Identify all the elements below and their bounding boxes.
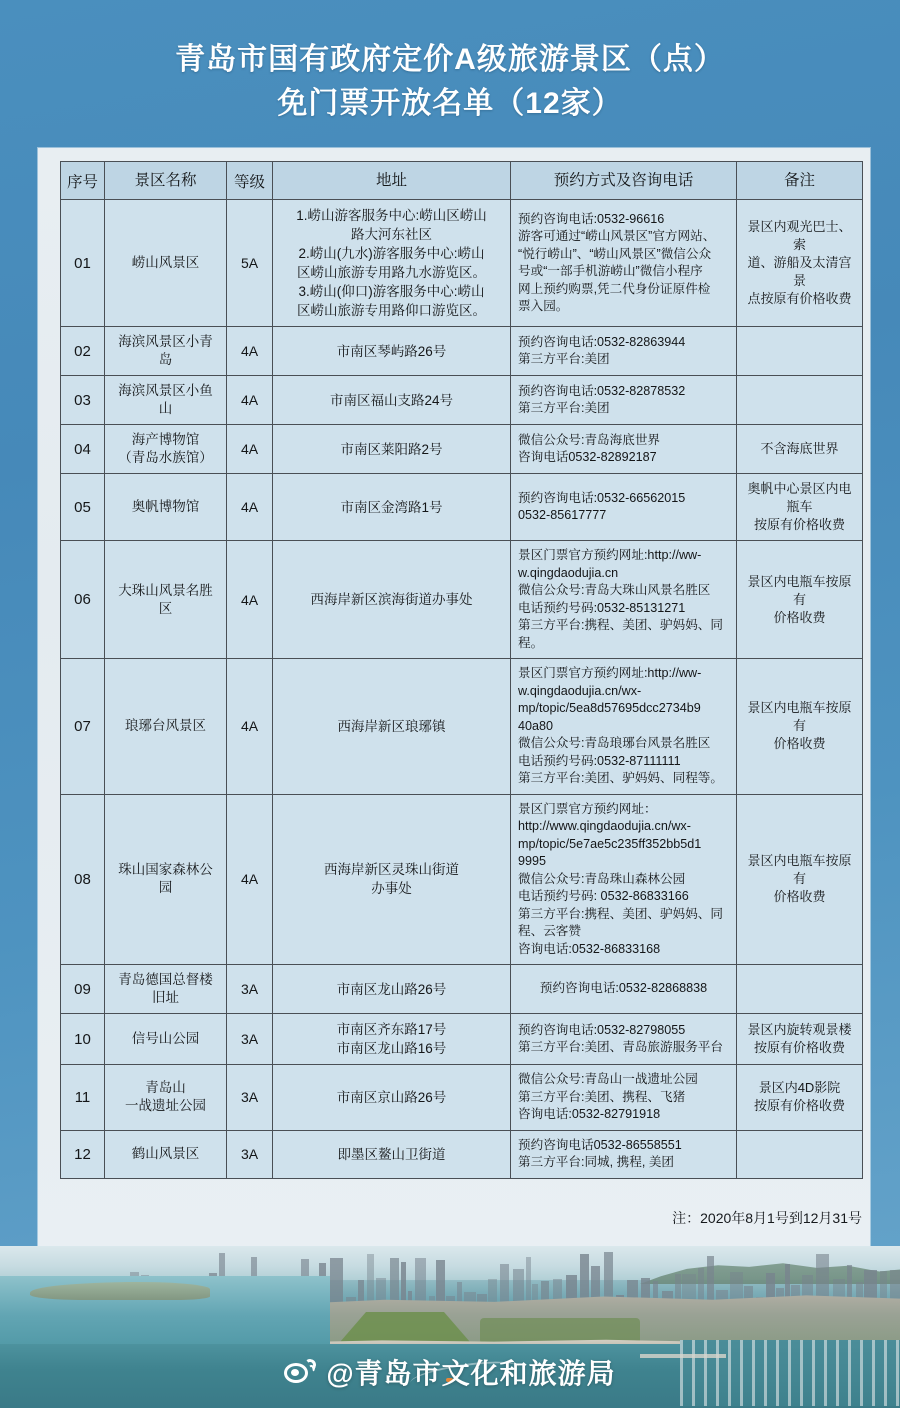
cell-level-02: 4A [227,327,273,376]
cell-name-11: 青岛山 一战遗址公园 [105,1065,227,1131]
cell-level-01: 5A [227,200,273,327]
cell-level-08: 4A [227,794,273,965]
title-line-1: 青岛市国有政府定价A级旅游景区（点） [175,43,725,76]
photo-headland [30,1282,210,1300]
cell-address-08: 西海岸新区灵珠山街道 办事处 [273,794,511,965]
cell-address-10: 市南区齐东路17号 市南区龙山路16号 [273,1014,511,1065]
cell-name-04: 海产博物馆 （青岛水族馆） [105,425,227,474]
table-row [61,659,863,795]
cell-level-04: 4A [227,425,273,474]
cell-name-05: 奥帆博物馆 [105,474,227,541]
table-body [61,200,863,1179]
watermark [0,1352,900,1392]
watermark-handle: @青岛市文化和旅游局 [326,1358,616,1389]
cell-note-08: 景区内电瓶车按原有 价格收费 [737,794,863,965]
cell-address-02: 市南区琴屿路26号 [273,327,511,376]
page-title [0,38,900,126]
cell-level-05: 4A [227,474,273,541]
cell-address-03: 市南区福山支路24号 [273,376,511,425]
cell-note-05: 奥帆中心景区内电瓶车 按原有价格收费 [737,474,863,541]
cell-booking-05: 预约咨询电话:0532-66562015 0532-85617777 [511,474,737,541]
cell-booking-09: 预约咨询电话:0532-82868838 [511,965,737,1014]
table-header [61,162,863,200]
cell-no-07: 07 [61,659,105,795]
cell-name-12: 鹤山风景区 [105,1130,227,1178]
cell-booking-08: 景区门票官方预约网址： http://www.qingdaodujia.cn/wx- mp/topic/5e7ae5c235ff352bb5d1 9995 微信公众号:青岛珠山森林公园 电话预约号码: 0532-86833166 第三方平台:携程、美团、驴妈妈、同 程、云客赞 咨询电话:0532-86833168 [511,794,737,965]
cell-level-10: 3A [227,1014,273,1065]
cell-no-03: 03 [61,376,105,425]
cell-no-12: 12 [61,1130,105,1178]
cell-booking-02: 预约咨询电话:0532-82863944 第三方平台:美团 [511,327,737,376]
cell-name-06: 大珠山风景名胜区 [105,541,227,659]
cell-booking-01: 预约咨询电话:0532-96616 游客可通过“崂山风景区”官方网站、 “悦行崂山”、“崂山风景区”微信公众 号或“一部手机游崂山”微信小程序 网上预约购票,凭二代身份证原件检 票入园。 [511,200,737,327]
table-row [61,1065,863,1131]
table-row [61,327,863,376]
cell-address-07: 西海岸新区琅琊镇 [273,659,511,795]
cell-address-04: 市南区莱阳路2号 [273,425,511,474]
cell-note-12 [737,1130,863,1178]
column-header-name: 景区名称 [105,162,227,200]
table-row [61,965,863,1014]
cell-note-07: 景区内电瓶车按原有 价格收费 [737,659,863,795]
scenic-areas-table [60,161,863,1179]
cell-level-09: 3A [227,965,273,1014]
cell-no-06: 06 [61,541,105,659]
cell-note-03 [737,376,863,425]
cell-no-05: 05 [61,474,105,541]
cell-address-11: 市南区京山路26号 [273,1065,511,1131]
cell-address-01: 1.崂山游客服务中心:崂山区崂山 路大河东社区 2.崂山(九水)游客服务中心:崂山 区崂山旅游专用路九水游览区。 3.崂山(仰口)游客服务中心:崂山 区崂山旅游专用路仰口游览区。 [273,200,511,327]
table-header-row [61,162,863,200]
cell-name-07: 琅琊台风景区 [105,659,227,795]
cell-note-09 [737,965,863,1014]
cell-no-11: 11 [61,1065,105,1131]
cell-no-10: 10 [61,1014,105,1065]
cell-address-12: 即墨区鳌山卫街道 [273,1130,511,1178]
column-header-note: 备注 [737,162,863,200]
table-row [61,794,863,965]
table-row [61,541,863,659]
cell-booking-10: 预约咨询电话:0532-82798055 第三方平台:美团、青岛旅游服务平台 [511,1014,737,1065]
title-line-2: 免门票开放名单（12家） [277,87,623,120]
cell-no-08: 08 [61,794,105,965]
cell-note-01: 景区内观光巴士、索 道、游船及太清宫景 点按原有价格收费 [737,200,863,327]
cell-note-02 [737,327,863,376]
cell-no-09: 09 [61,965,105,1014]
cell-address-09: 市南区龙山路26号 [273,965,511,1014]
cell-level-03: 4A [227,376,273,425]
cell-level-07: 4A [227,659,273,795]
cell-booking-12: 预约咨询电话0532-86558551 第三方平台:同城, 携程, 美团 [511,1130,737,1178]
column-header-booking: 预约方式及咨询电话 [511,162,737,200]
cell-address-05: 市南区金湾路1号 [273,474,511,541]
column-header-address: 地址 [273,162,511,200]
cell-no-02: 02 [61,327,105,376]
cell-no-01: 01 [61,200,105,327]
weibo-icon [284,1357,318,1387]
cell-no-04: 04 [61,425,105,474]
table-row [61,474,863,541]
cell-level-06: 4A [227,541,273,659]
cell-level-12: 3A [227,1130,273,1178]
cell-note-11: 景区内4D影院 按原有价格收费 [737,1065,863,1131]
cell-name-03: 海滨风景区小鱼山 [105,376,227,425]
cell-name-10: 信号山公园 [105,1014,227,1065]
table-row [61,1130,863,1178]
cell-name-09: 青岛德国总督楼旧址 [105,965,227,1014]
cell-note-10: 景区内旋转观景楼 按原有价格收费 [737,1014,863,1065]
cell-address-06: 西海岸新区滨海街道办事处 [273,541,511,659]
column-header-no: 序号 [61,162,105,200]
cell-name-08: 珠山国家森林公园 [105,794,227,965]
column-header-level: 等级 [227,162,273,200]
cell-name-02: 海滨风景区小青岛 [105,327,227,376]
cell-booking-04: 微信公众号:青岛海底世界 咨询电话0532-82892187 [511,425,737,474]
cell-level-11: 3A [227,1065,273,1131]
cell-booking-03: 预约咨询电话:0532-82878532 第三方平台:美团 [511,376,737,425]
validity-note: 注：2020年8月1号到12月31号 [672,1210,862,1226]
table-row [61,376,863,425]
cell-booking-11: 微信公众号:青岛山一战遗址公园 第三方平台:美团、携程、飞猪 咨询电话:0532-82791918 [511,1065,737,1131]
table-row [61,200,863,327]
table-row [61,425,863,474]
cell-booking-07: 景区门票官方预约网址:http://ww- w.qingdaodujia.cn/wx- mp/topic/5ea8d57695dcc2734b9 40a80 微信公众号:青岛琅琊台风景名胜区 电话预约号码:0532-87111111 第三方平台:美团、驴妈妈、同程等。 [511,659,737,795]
table-row [61,1014,863,1065]
cell-booking-06: 景区门票官方预约网址:http://ww- w.qingdaodujia.cn 微信公众号:青岛大珠山风景名胜区 电话预约号码:0532-85131271 第三方平台:携程、美团、驴妈妈、同程。 [511,541,737,659]
cell-name-01: 崂山风景区 [105,200,227,327]
cell-note-04: 不含海底世界 [737,425,863,474]
cell-note-06: 景区内电瓶车按原有 价格收费 [737,541,863,659]
